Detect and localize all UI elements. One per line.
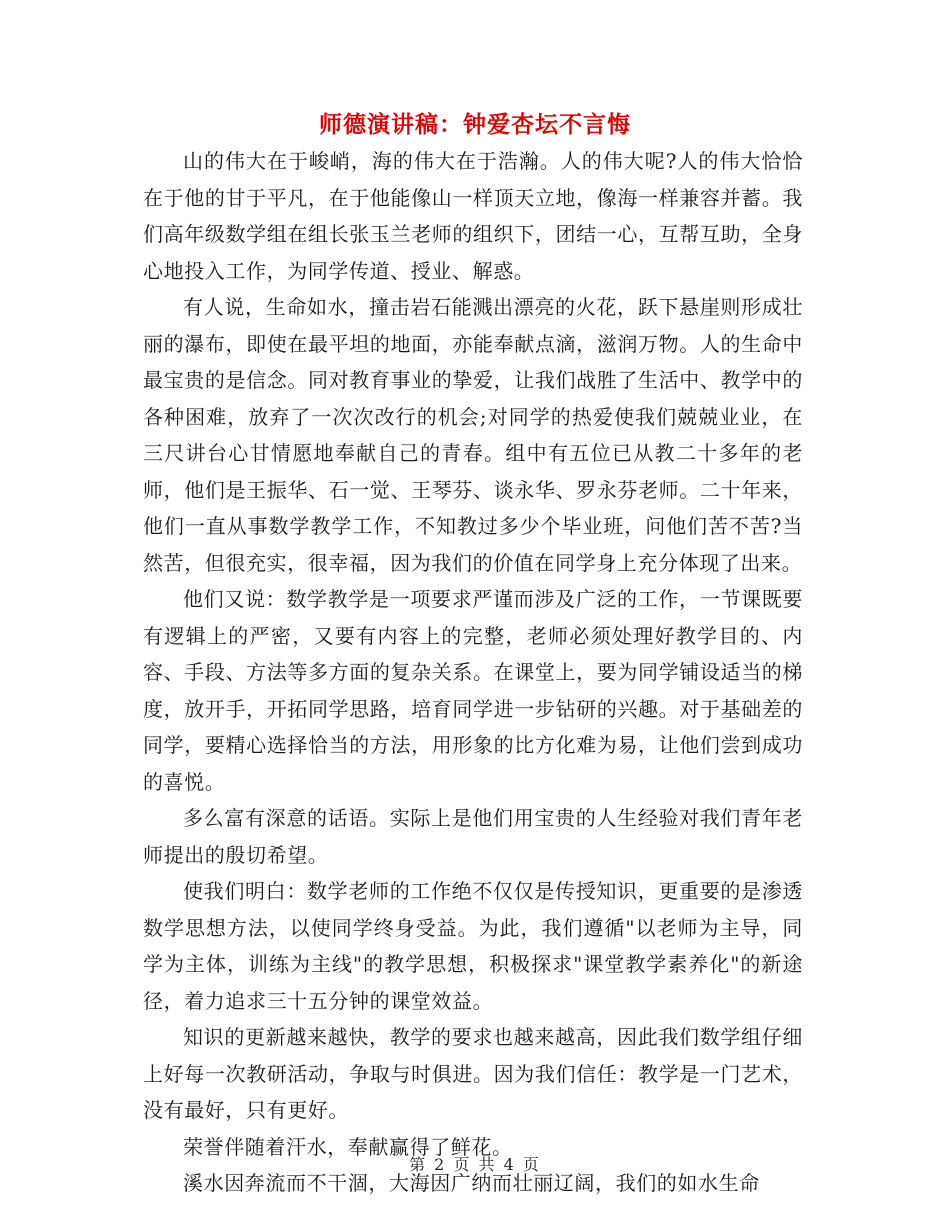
document-title: 师德演讲稿：钟爱杏坛不言悔 <box>319 111 631 138</box>
paragraph-6: 知识的更新越来越快，教学的要求也越来越高，因此我们数学组仔细上好每一次教研活动，争取与时俱进。因为我们信任：教学是一门艺术，没有最好，只有更好。 <box>143 1025 803 1122</box>
paragraph-8: 溪水因奔流而不干涸，大海因广纳而壮丽辽阔，我们的如水生命 <box>183 1171 760 1195</box>
page-number-footer: 第 2 页 共 4 页 <box>409 1155 541 1174</box>
paragraph-7: 荣誉伴随着汗水，奉献赢得了鲜花。 <box>183 1134 513 1159</box>
paragraph-1: 山的伟大在于峻峭，海的伟大在于浩瀚。人的伟大呢?人的伟大恰恰在于他的甘于平凡，在于他能像山一样顶天立地，像海一样兼容并蓄。我们高年级数学组在组长张玉兰老师的组织下，团结一心，互帮互助，全身心地投入工作，为同学传道、授业、解惑。 <box>143 149 803 283</box>
document-body <box>143 143 803 1202</box>
paragraph-2: 有人说，生命如水，撞击岩石能溅出漂亮的火花，跃下悬崖则形成壮丽的瀑布，即使在最平坦的地面，亦能奉献点滴，滋润万物。人的生命中最宝贵的是信念。同对教育事业的挚爱，让我们战胜了生活中、教学中的各种困难，放弃了一次次改行的机会;对同学的热爱使我们兢兢业业，在三尺讲台心甘情愿地奉献自己的青春。组中有五位已从教二十多年的老师，他们是王振华、石一觉、王琴芬、谈永华、罗永芬老师。二十年来，他们一直从事数学教学工作，不知教过多少个毕业班，问他们苦不苦?当然苦，但很充实，很幸福，因为我们的价值在同学身上充分体现了出来。 <box>143 295 803 575</box>
paragraph-5: 使我们明白：数学老师的工作绝不仅仅是传授知识，更重要的是渗透数学思想方法，以使同学终身受益。为此，我们遵循"以老师为主导，同学为主体，训练为主线"的教学思想，积极探求"课堂教学素养化"的新途径，着力追求三十五分钟的课堂效益。 <box>143 879 803 1013</box>
paragraph-3: 他们又说：数学教学是一项要求严谨而涉及广泛的工作，一节课既要有逻辑上的严密，又要有内容上的完整，老师必须处理好教学目的、内容、手段、方法等多方面的复杂关系。在课堂上，要为同学铺设适当的梯度，放开手，开拓同学思路，培育同学进一步钻研的兴趣。对于基础差的同学，要精心选择恰当的方法，用形象的比方化难为易，让他们尝到成功的喜悦。 <box>143 587 803 794</box>
paragraph-4: 多么富有深意的话语。实际上是他们用宝贵的人生经验对我们青年老师提出的殷切希望。 <box>143 806 803 867</box>
